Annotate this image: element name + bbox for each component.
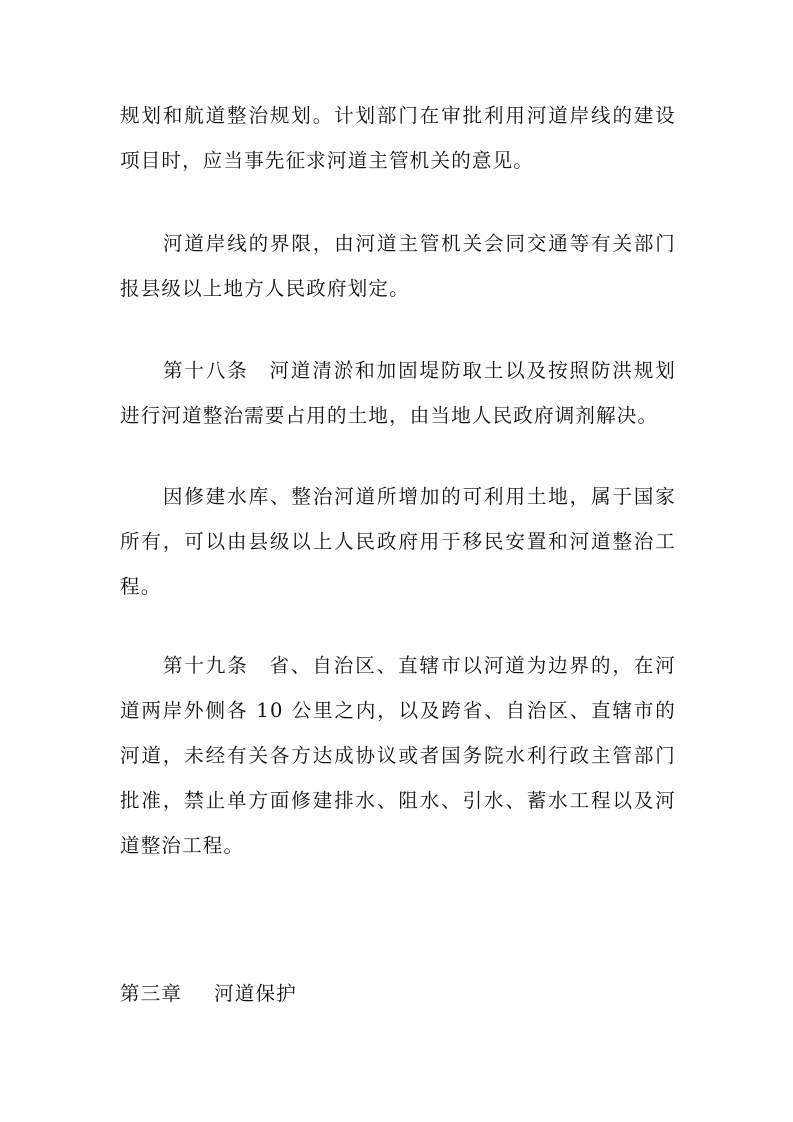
article-19-number: 第十九条 — [163, 654, 249, 677]
article-18-number: 第十八条 — [163, 359, 249, 382]
article-19-paragraph — [120, 643, 676, 868]
paragraph-2-text: 河道岸线的界限，由河道主管机关会同交通等有关部门报县级以上地方人民政府划定。 — [120, 232, 676, 300]
paragraph-1-text: 规划和航道整治规划。计划部门在审批利用河道岸线的建设项目时，应当事先征求河道主管机关的意见。 — [120, 104, 676, 172]
paragraph-2 — [120, 221, 676, 311]
chapter-number: 第三章 — [120, 982, 183, 1005]
chapter-heading — [120, 971, 297, 1016]
paragraph-4-text: 因修建水库、整治河道所增加的可利用土地，属于国家所有，可以由县级以上人民政府用于移民安置和河道整治工程。 — [120, 485, 676, 598]
article-18-paragraph — [120, 348, 676, 438]
article-18-text: 河道清淤和加固堤防取土以及按照防洪规划进行河道整治需要占用的土地，由当地人民政府调剂解决。 — [120, 359, 676, 427]
paragraph-1 — [120, 93, 676, 183]
article-19-text: 省、自治区、直辖市以河道为边界的，在河道两岸外侧各 10 公里之内，以及跨省、自治区、直辖市的河道，未经有关各方达成协议或者国务院水利行政主管部门批准，禁止单方面修建排水、阻水、引水、蓄水工程以及河道整治工程。 — [120, 654, 676, 857]
paragraph-4 — [120, 474, 676, 609]
chapter-title: 河道保护 — [214, 982, 297, 1005]
